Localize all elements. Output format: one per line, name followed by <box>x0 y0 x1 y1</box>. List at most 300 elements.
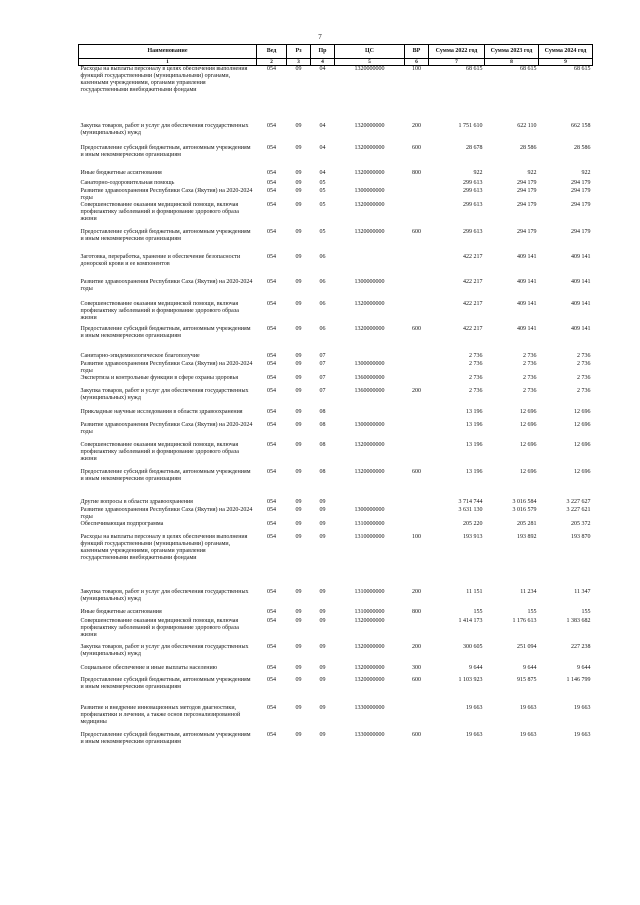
table-cell-sum-2022: 13 196 <box>466 421 483 428</box>
table-cell-rz: 09 <box>295 387 302 394</box>
table-row <box>79 361 593 375</box>
table-row <box>79 375 593 388</box>
header-sum-2023: Сумма 2023 год <box>485 45 539 59</box>
table-cell-name: Прикладные научные исследования в области здравоохранения <box>80 408 243 415</box>
table-cell-sum-2023: 11 234 <box>520 588 537 595</box>
table-cell-rz: 09 <box>295 704 302 711</box>
table-cell-sum-2024: 155 <box>581 608 591 615</box>
table-cell-sum-2022: 19 663 <box>466 731 483 738</box>
table-cell-rz: 09 <box>295 325 302 332</box>
table-cell-vr: 800 <box>412 608 421 615</box>
table-cell-name: Совершенствование оказания медицинской помощи, включая профилактику заболеваний и формирование здорового образа жизни <box>80 300 239 321</box>
table-cell-sum-2023: 28 586 <box>520 144 537 151</box>
table-cell-vr: 600 <box>412 468 421 475</box>
table-cell-sum-2023: 294 179 <box>517 187 537 194</box>
table-cell-sum-2023: 294 179 <box>517 179 537 186</box>
table-cell-rz: 09 <box>295 187 302 194</box>
table-cell-name: Обеспечивающая подпрограмма <box>80 520 164 527</box>
header-vr: ВР <box>405 45 429 59</box>
table-row <box>79 229 593 254</box>
table-cell-cs: 1310000000 <box>354 533 385 540</box>
table-cell-sum-2024: 409 141 <box>571 253 591 260</box>
table-cell-cs: 1320000000 <box>354 144 385 151</box>
table-row <box>79 705 593 732</box>
table-cell-sum-2024: 2 736 <box>577 374 591 381</box>
table-cell-sum-2024: 294 179 <box>571 201 591 208</box>
table-cell-ved: 054 <box>267 300 276 307</box>
table-cell-rz: 09 <box>295 588 302 595</box>
table-cell-sum-2022: 13 196 <box>466 441 483 448</box>
table-cell-pr: 04 <box>319 66 326 72</box>
table-cell-sum-2022: 3 714 744 <box>458 498 483 505</box>
table-cell-pr: 09 <box>319 617 326 624</box>
table-cell-sum-2024: 193 870 <box>571 533 591 540</box>
table-cell-sum-2024: 2 736 <box>577 360 591 367</box>
table-cell-ved: 054 <box>267 617 276 624</box>
header-cs: ЦС <box>335 45 405 59</box>
table-cell-sum-2024: 1 383 682 <box>566 617 591 624</box>
table-cell-cs <box>335 409 405 422</box>
table-cell-sum-2023: 409 141 <box>517 300 537 307</box>
table-cell-ved: 054 <box>267 278 276 285</box>
table-cell-name: Расходы на выплаты персоналу в целях обеспечения выполнения функций государственными (муниципальными) органами, казенными учреждениями, органами управления государственными внебюджетными фондами <box>80 533 248 561</box>
table-cell-cs: 1300000000 <box>354 360 385 367</box>
table-cell-sum-2022: 13 196 <box>466 468 483 475</box>
table-cell-sum-2022: 1 414 173 <box>458 617 483 624</box>
table-cell-sum-2022: 19 663 <box>466 704 483 711</box>
table-cell-pr: 05 <box>319 228 326 235</box>
table-cell-name: Закупка товаров, работ и услуг для обеспечения государственных (муниципальных) нужд <box>80 122 249 136</box>
table-cell-pr: 09 <box>319 731 326 738</box>
table-cell-cs: 1320000000 <box>354 300 385 307</box>
table-cell-sum-2024: 294 179 <box>571 179 591 186</box>
table-cell-cs: 1360000000 <box>354 387 385 394</box>
table-row <box>79 170 593 180</box>
table-row <box>79 442 593 469</box>
table-cell-rz: 09 <box>295 122 302 129</box>
table-cell-ved: 054 <box>267 179 276 186</box>
table-cell-cs <box>335 353 405 361</box>
table-cell-vr <box>405 254 429 279</box>
table-row <box>79 422 593 442</box>
table-cell-sum-2022: 205 220 <box>463 520 483 527</box>
table-cell-sum-2022: 922 <box>473 169 483 176</box>
table-cell-pr: 04 <box>319 169 326 176</box>
table-cell-pr: 09 <box>319 704 326 711</box>
table-cell-rz: 09 <box>295 169 302 176</box>
table-cell-cs: 1320000000 <box>354 617 385 624</box>
table-cell-rz: 09 <box>295 228 302 235</box>
table-cell-sum-2024: 3 227 621 <box>566 506 591 513</box>
table-cell-sum-2022: 2 736 <box>469 352 483 359</box>
table-cell-name: Развитие и внедрение инновационных методов диагностики, профилактики и лечения, а также основ персонализированной медицины <box>80 704 241 725</box>
table-cell-cs: 1300000000 <box>354 187 385 194</box>
table-cell-sum-2023: 409 141 <box>517 253 537 260</box>
table-cell-ved: 054 <box>267 325 276 332</box>
table-cell-rz: 09 <box>295 300 302 307</box>
table-cell-name: Закупка товаров, работ и услуг для обеспечения государственных (муниципальных) нужд <box>80 387 249 401</box>
table-cell-pr: 09 <box>319 664 326 671</box>
table-cell-name: Закупка товаров, работ и услуг для обеспечения государственных (муниципальных) нужд <box>80 588 249 602</box>
table-cell-sum-2024: 12 696 <box>574 468 591 475</box>
table-cell-vr <box>405 499 429 507</box>
table-cell-rz: 09 <box>295 468 302 475</box>
table-cell-ved: 054 <box>267 643 276 650</box>
table-row <box>79 534 593 589</box>
table-cell-sum-2023: 915 875 <box>517 676 537 683</box>
table-cell-sum-2023: 251 094 <box>517 643 537 650</box>
column-number: 1 <box>79 59 257 66</box>
table-cell-sum-2024: 12 696 <box>574 441 591 448</box>
table-cell-sum-2023: 3 016 584 <box>512 498 537 505</box>
table-cell-vr <box>405 422 429 442</box>
table-row <box>79 409 593 422</box>
table-cell-cs: 1300000000 <box>354 506 385 513</box>
table-cell-sum-2022: 299 613 <box>463 187 483 194</box>
table-cell-sum-2022: 422 217 <box>463 253 483 260</box>
column-number: 2 <box>257 59 287 66</box>
table-cell-sum-2024: 2 736 <box>577 352 591 359</box>
table-cell-rz: 09 <box>295 676 302 683</box>
budget-table <box>78 44 593 759</box>
table-cell-name: Развитие здравоохранения Республики Саха (Якутия) на 2020-2024 годы <box>80 421 253 435</box>
column-number: 8 <box>485 59 539 66</box>
column-number: 9 <box>539 59 593 66</box>
table-cell-rz: 09 <box>295 253 302 260</box>
table-cell-sum-2022: 299 613 <box>463 228 483 235</box>
table-cell-cs: 1330000000 <box>354 704 385 711</box>
table-cell-sum-2024: 662 158 <box>571 122 591 129</box>
table-cell-sum-2023: 409 141 <box>517 325 537 332</box>
table-cell-pr: 09 <box>319 498 326 505</box>
table-cell-vr <box>405 618 429 644</box>
table-cell-sum-2024: 205 372 <box>571 520 591 527</box>
table-cell-ved: 054 <box>267 676 276 683</box>
table-cell-name: Совершенствование оказания медицинской помощи, включая профилактику заболеваний и формирование здорового образа жизни <box>80 201 239 222</box>
table-cell-sum-2022: 193 913 <box>463 533 483 540</box>
table-row <box>79 499 593 507</box>
table-cell-ved: 054 <box>267 387 276 394</box>
table-cell-sum-2023: 1 176 613 <box>512 617 537 624</box>
table-cell-pr: 09 <box>319 520 326 527</box>
table-row <box>79 507 593 521</box>
table-cell-sum-2024: 11 347 <box>574 588 591 595</box>
table-cell-ved: 054 <box>267 352 276 359</box>
table-cell-vr <box>405 442 429 469</box>
table-cell-rz: 09 <box>295 374 302 381</box>
header-pr: Пр <box>311 45 335 59</box>
table-cell-sum-2023: 922 <box>527 169 537 176</box>
table-cell-sum-2022: 2 736 <box>469 387 483 394</box>
table-cell-sum-2023: 12 696 <box>520 441 537 448</box>
table-cell-vr <box>405 409 429 422</box>
column-number: 4 <box>311 59 335 66</box>
table-cell-sum-2023: 193 892 <box>517 533 537 540</box>
table-cell-name: Санаторно-оздоровительная помощь <box>80 179 175 186</box>
table-cell-name: Расходы на выплаты персоналу в целях обеспечения выполнения функций государственными (муниципальными) органами, казенными учреждениями, органами управления государственными внебюджетными фондами <box>80 66 248 93</box>
table-cell-vr: 300 <box>412 664 421 671</box>
table-cell-ved: 054 <box>267 228 276 235</box>
table-cell-ved: 054 <box>267 66 276 72</box>
table-cell-name: Предоставление субсидий бюджетным, автономным учреждениям и иным некоммерческим организациям <box>80 468 251 482</box>
table-cell-name: Развитие здравоохранения Республики Саха (Якутия) на 2020-2024 годы <box>80 278 253 292</box>
table-cell-ved: 054 <box>267 468 276 475</box>
table-cell-vr: 200 <box>412 387 421 394</box>
table-cell-cs: 1320000000 <box>354 676 385 683</box>
table-cell-cs: 1320000000 <box>354 66 385 72</box>
table-row <box>79 202 593 229</box>
table-cell-sum-2023: 622 110 <box>517 122 537 129</box>
table-cell-vr: 200 <box>412 643 421 650</box>
table-cell-ved: 054 <box>267 664 276 671</box>
table-cell-ved: 054 <box>267 506 276 513</box>
table-row <box>79 644 593 665</box>
page-number: 7 <box>318 33 322 41</box>
table-cell-ved: 054 <box>267 704 276 711</box>
table-cell-vr <box>405 279 429 301</box>
table-cell-sum-2024: 68 615 <box>574 66 591 72</box>
table-cell-pr: 06 <box>319 253 326 260</box>
table-cell-sum-2023: 155 <box>527 608 537 615</box>
table-cell-sum-2022: 2 736 <box>469 360 483 367</box>
table-cell-vr <box>405 301 429 326</box>
column-number: 3 <box>287 59 311 66</box>
table-cell-cs: 1310000000 <box>354 588 385 595</box>
table-cell-rz: 09 <box>295 179 302 186</box>
table-cell-cs: 1330000000 <box>354 731 385 738</box>
table-cell-ved: 054 <box>267 731 276 738</box>
table-row <box>79 145 593 170</box>
table-cell-ved: 054 <box>267 169 276 176</box>
table-cell-cs: 1300000000 <box>354 421 385 428</box>
table-cell-sum-2022: 422 217 <box>463 278 483 285</box>
table-row <box>79 353 593 361</box>
table-row <box>79 732 593 759</box>
table-cell-cs: 1300000000 <box>354 278 385 285</box>
table-cell-sum-2024: 409 141 <box>571 300 591 307</box>
table-cell-sum-2024: 28 586 <box>574 144 591 151</box>
table-cell-pr: 07 <box>319 387 326 394</box>
table-row <box>79 180 593 188</box>
table-cell-cs <box>335 499 405 507</box>
table-cell-pr: 04 <box>319 122 326 129</box>
table-cell-sum-2023: 9 644 <box>523 664 537 671</box>
table-cell-vr: 200 <box>412 588 421 595</box>
table-cell-sum-2023: 2 736 <box>523 374 537 381</box>
table-cell-ved: 054 <box>267 253 276 260</box>
table-cell-sum-2024: 19 663 <box>574 704 591 711</box>
table-cell-sum-2023: 19 663 <box>520 731 537 738</box>
table-cell-vr <box>405 188 429 202</box>
table-cell-sum-2023: 2 736 <box>523 360 537 367</box>
table-cell-pr: 09 <box>319 643 326 650</box>
table-cell-rz: 09 <box>295 66 302 72</box>
table-cell-pr: 05 <box>319 179 326 186</box>
table-cell-pr: 09 <box>319 608 326 615</box>
table-cell-ved: 054 <box>267 201 276 208</box>
table-row <box>79 279 593 301</box>
table-cell-name: Совершенствование оказания медицинской помощи, включая профилактику заболеваний и формирование здорового образа жизни <box>80 441 239 462</box>
table-cell-sum-2022: 13 196 <box>466 408 483 415</box>
table-cell-rz: 09 <box>295 441 302 448</box>
table-cell-pr: 09 <box>319 676 326 683</box>
table-cell-vr: 100 <box>412 533 421 540</box>
table-cell-name: Развитие здравоохранения Республики Саха (Якутия) на 2020-2024 годы <box>80 187 253 201</box>
table-cell-name: Заготовка, переработка, хранение и обеспечение безопасности донорской крови и ее компонентов <box>80 253 241 267</box>
table-cell-name: Предоставление субсидий бюджетным, автономным учреждениям и иным некоммерческим организациям <box>80 731 251 745</box>
table-cell-pr: 05 <box>319 187 326 194</box>
table-cell-ved: 054 <box>267 588 276 595</box>
table-row <box>79 589 593 609</box>
table-cell-name: Предоставление субсидий бюджетным, автономным учреждениям и иным некоммерческим организациям <box>80 325 251 339</box>
table-cell-vr: 200 <box>412 122 421 129</box>
table-cell-sum-2024: 12 696 <box>574 421 591 428</box>
table-cell-name: Социальное обеспечение и иные выплаты населению <box>80 664 218 671</box>
table-cell-rz: 09 <box>295 360 302 367</box>
table-cell-sum-2023: 19 663 <box>520 704 537 711</box>
table-cell-rz: 09 <box>295 408 302 415</box>
table-cell-sum-2022: 68 615 <box>466 66 483 72</box>
table-cell-cs <box>335 254 405 279</box>
column-number-row <box>79 59 593 66</box>
table-cell-cs: 1320000000 <box>354 228 385 235</box>
table-cell-pr: 06 <box>319 278 326 285</box>
table-row <box>79 469 593 499</box>
table-cell-pr: 09 <box>319 533 326 540</box>
table-cell-pr: 08 <box>319 408 326 415</box>
table-cell-ved: 054 <box>267 408 276 415</box>
table-cell-vr: 100 <box>412 66 421 72</box>
table-cell-pr: 08 <box>319 468 326 475</box>
table-cell-rz: 09 <box>295 144 302 151</box>
table-cell-ved: 054 <box>267 533 276 540</box>
table-cell-name: Развитие здравоохранения Республики Саха (Якутия) на 2020-2024 годы <box>80 506 253 520</box>
table-cell-vr: 600 <box>412 144 421 151</box>
table-cell-sum-2022: 3 631 130 <box>458 506 483 513</box>
table-cell-sum-2022: 299 613 <box>463 179 483 186</box>
table-cell-sum-2024: 1 146 799 <box>566 676 591 683</box>
table-cell-sum-2024: 3 227 627 <box>566 498 591 505</box>
table-cell-ved: 054 <box>267 608 276 615</box>
table-cell-name: Развитие здравоохранения Республики Саха (Якутия) на 2020-2024 годы <box>80 360 253 374</box>
table-cell-rz: 09 <box>295 664 302 671</box>
table-cell-cs: 1320000000 <box>354 643 385 650</box>
table-cell-cs: 1320000000 <box>354 664 385 671</box>
table-cell-rz: 09 <box>295 352 302 359</box>
table-cell-ved: 054 <box>267 122 276 129</box>
table-cell-sum-2022: 299 613 <box>463 201 483 208</box>
table-cell-sum-2022: 28 678 <box>466 144 483 151</box>
table-cell-vr: 600 <box>412 731 421 738</box>
table-row <box>79 66 593 123</box>
table-cell-name: Предоставление субсидий бюджетным, автономным учреждениям и иным некоммерческим организациям <box>80 228 251 242</box>
table-cell-sum-2023: 68 615 <box>520 66 537 72</box>
table-cell-pr: 06 <box>319 325 326 332</box>
table-cell-sum-2022: 2 736 <box>469 374 483 381</box>
column-number: 6 <box>405 59 429 66</box>
table-cell-vr <box>405 507 429 521</box>
table-cell-sum-2023: 294 179 <box>517 228 537 235</box>
table-cell-sum-2022: 9 644 <box>469 664 483 671</box>
table-cell-sum-2023: 205 281 <box>517 520 537 527</box>
table-cell-sum-2024: 294 179 <box>571 228 591 235</box>
table-cell-sum-2023: 12 696 <box>520 468 537 475</box>
table-cell-pr: 09 <box>319 588 326 595</box>
table-cell-name: Иные бюджетные ассигнования <box>80 608 162 615</box>
table-body <box>79 66 593 759</box>
table-cell-vr: 600 <box>412 676 421 683</box>
table-cell-vr <box>405 521 429 534</box>
table-cell-rz: 09 <box>295 608 302 615</box>
table-cell-rz: 09 <box>295 617 302 624</box>
table-cell-sum-2024: 922 <box>581 169 591 176</box>
table-cell-vr <box>405 705 429 732</box>
table-cell-sum-2022: 422 217 <box>463 325 483 332</box>
table-cell-pr: 04 <box>319 144 326 151</box>
table-cell-sum-2023: 409 141 <box>517 278 537 285</box>
table-cell-ved: 054 <box>267 421 276 428</box>
header-sum-2022: Сумма 2022 год <box>429 45 485 59</box>
table-cell-ved: 054 <box>267 374 276 381</box>
table-cell-pr: 07 <box>319 360 326 367</box>
table-cell-sum-2022: 422 217 <box>463 300 483 307</box>
table-cell-sum-2024: 12 696 <box>574 408 591 415</box>
table-cell-name: Предоставление субсидий бюджетным, автономным учреждениям и иным некоммерческим организациям <box>80 144 251 158</box>
table-cell-sum-2023: 12 696 <box>520 421 537 428</box>
table-cell-name: Закупка товаров, работ и услуг для обеспечения государственных (муниципальных) нужд <box>80 643 249 657</box>
table-cell-cs: 1320000000 <box>354 201 385 208</box>
table-cell-sum-2024: 2 736 <box>577 387 591 394</box>
header-ved: Вед <box>257 45 287 59</box>
table-row <box>79 521 593 534</box>
table-cell-rz: 09 <box>295 731 302 738</box>
table-cell-rz: 09 <box>295 643 302 650</box>
table-cell-sum-2023: 2 736 <box>523 352 537 359</box>
table-cell-cs: 1320000000 <box>354 468 385 475</box>
table-cell-cs <box>335 180 405 188</box>
table-cell-pr: 09 <box>319 506 326 513</box>
table-cell-sum-2023: 294 179 <box>517 201 537 208</box>
table-cell-sum-2024: 294 179 <box>571 187 591 194</box>
table-cell-cs: 1320000000 <box>354 325 385 332</box>
table-row <box>79 326 593 353</box>
table-cell-sum-2023: 12 696 <box>520 408 537 415</box>
header-row <box>79 45 593 59</box>
table-row <box>79 123 593 145</box>
table-row <box>79 388 593 409</box>
table-cell-pr: 05 <box>319 201 326 208</box>
table-row <box>79 677 593 705</box>
table-cell-ved: 054 <box>267 498 276 505</box>
table-cell-cs: 1360000000 <box>354 374 385 381</box>
table-cell-ved: 054 <box>267 360 276 367</box>
column-number: 7 <box>429 59 485 66</box>
table-cell-pr: 08 <box>319 421 326 428</box>
header-sum-2024: Сумма 2024 год <box>539 45 593 59</box>
table-cell-name: Другие вопросы в области здравоохранения <box>80 498 193 505</box>
table-cell-cs: 1310000000 <box>354 608 385 615</box>
table-cell-sum-2022: 300 605 <box>463 643 483 650</box>
table-cell-vr <box>405 353 429 361</box>
table-cell-cs: 1320000000 <box>354 441 385 448</box>
table-cell-name: Совершенствование оказания медицинской помощи, включая профилактику заболеваний и формирование здорового образа жизни <box>80 617 239 638</box>
table-cell-sum-2024: 409 141 <box>571 278 591 285</box>
table-cell-ved: 054 <box>267 520 276 527</box>
table-cell-rz: 09 <box>295 533 302 540</box>
table-cell-cs: 1320000000 <box>354 122 385 129</box>
table-cell-vr <box>405 361 429 375</box>
header-rz: Рз <box>287 45 311 59</box>
